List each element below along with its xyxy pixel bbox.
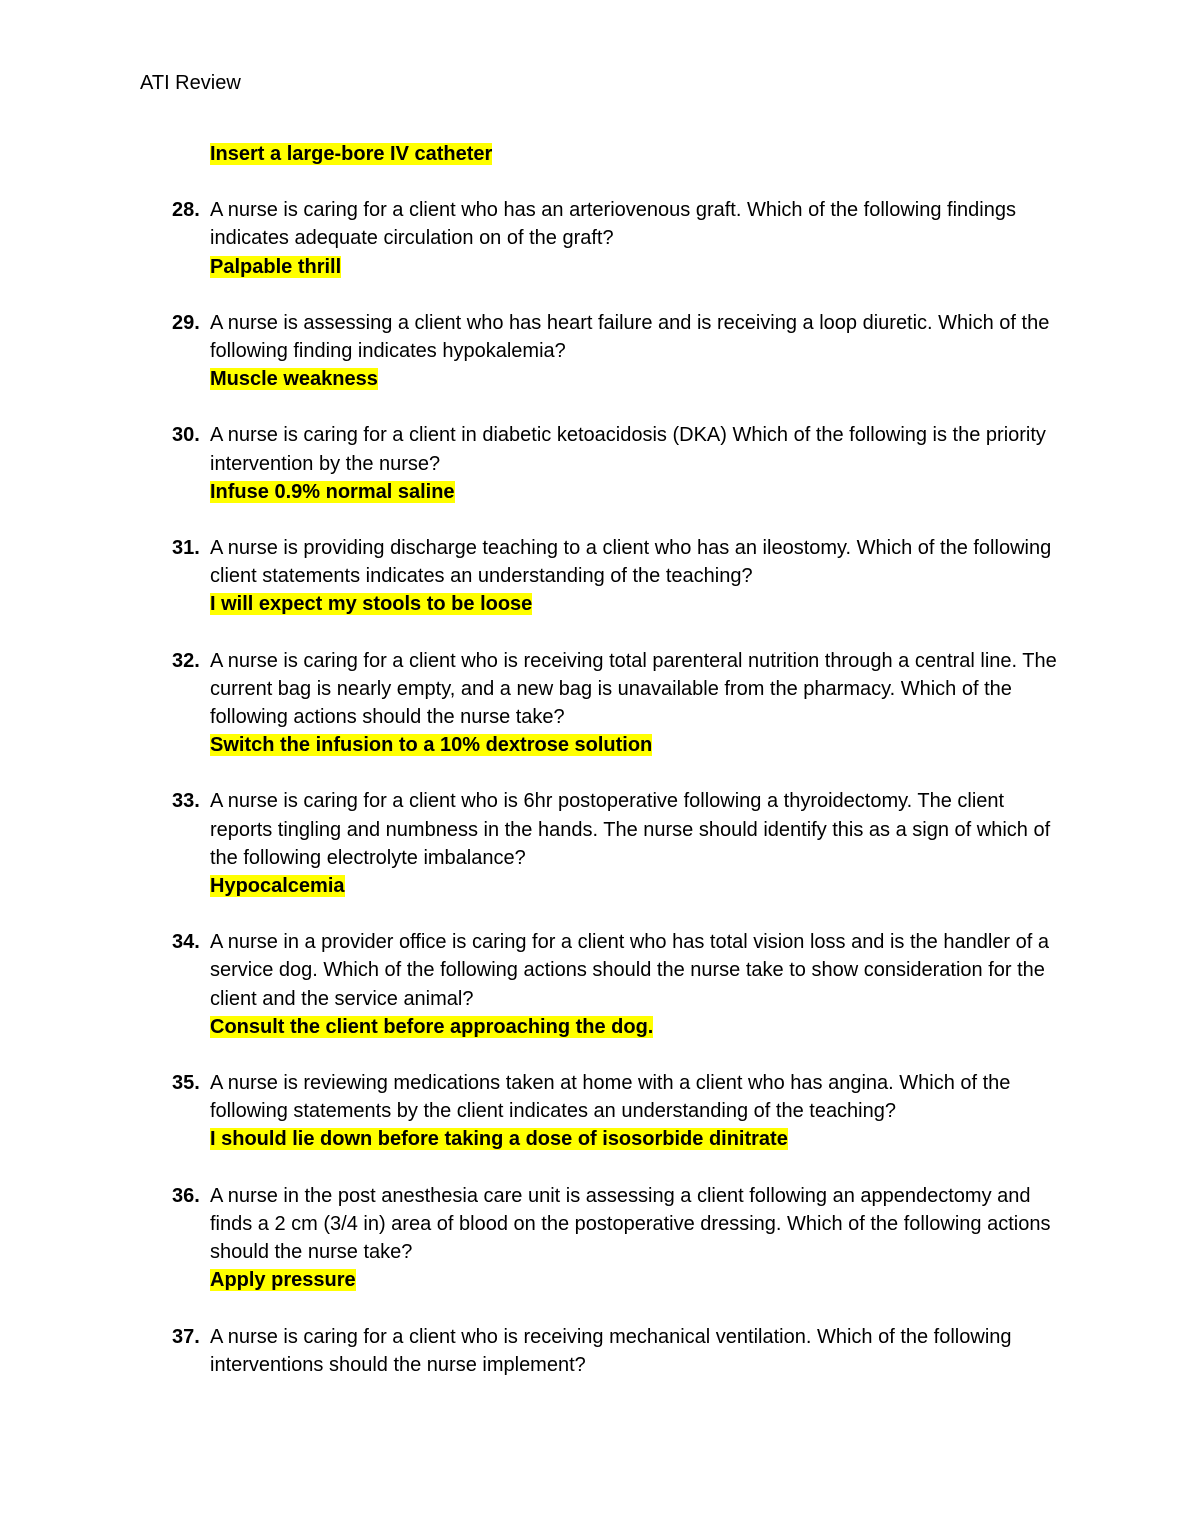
question-item	[172, 787, 1062, 900]
question-number: 33.	[172, 790, 200, 813]
question-text: A nurse is caring for a client who is 6hr postoperative following a thyroidectomy. The client reports tingling and numbness in the hands. The nurse should identify this as a sign of which of the following electrolyte imbalance?	[210, 790, 1051, 869]
question-text: A nurse in the post anesthesia care unit is assessing a client following an appendectomy and finds a 2 cm (3/4 in) area of blood on the postoperative dressing. Which of the following actions should the nurse take?	[210, 1184, 1051, 1264]
question-list	[172, 140, 1062, 1407]
page-header: ATI Review	[140, 72, 241, 94]
question-item	[172, 196, 1062, 281]
question-text: A nurse is caring for a client who is receiving mechanical ventilation. Which of the following interventions should the nurse implement?	[210, 1325, 1012, 1376]
question-text: A nurse is reviewing medications taken at home with a client who has angina. Which of the following statements by the client indicates an understanding of the teaching?	[210, 1072, 1011, 1123]
answer-highlight: Switch the infusion to a 10% dextrose solution	[210, 734, 653, 757]
question-number: 32.	[172, 649, 200, 672]
answer-highlight: I will expect my stools to be loose	[210, 593, 533, 616]
question-number: 35.	[172, 1072, 200, 1095]
answer-highlight: Apply pressure	[210, 1269, 356, 1292]
answer-highlight: Palpable thrill	[210, 255, 342, 278]
question-number: 36.	[172, 1184, 200, 1207]
question-text: A nurse is providing discharge teaching to a client who has an ileostomy. Which of the following client statements indicates an understanding of the teaching?	[210, 537, 1052, 588]
answer-highlight: Muscle weakness	[210, 368, 378, 391]
question-text: A nurse is caring for a client in diabetic ketoacidosis (DKA) Which of the following is the priority intervention by the nurse?	[210, 424, 1046, 475]
carryover-answer	[210, 140, 1062, 168]
answer-highlight: I should lie down before taking a dose of isosorbide dinitrate	[210, 1128, 788, 1151]
answer-highlight: Hypocalcemia	[210, 875, 345, 898]
question-text: A nurse is assessing a client who has heart failure and is receiving a loop diuretic. Which of the following finding indicates hypokalemia?	[210, 311, 1050, 363]
question-item	[172, 534, 1062, 619]
question-text: A nurse is caring for a client who is receiving total parenteral nutrition through a central line. The current bag is nearly empty, and a new bag is unavailable from the pharmacy. Which of the following actions should the nurse take?	[210, 649, 1057, 729]
question-text: A nurse is caring for a client who has an arteriovenous graft. Which of the following findings indicates adequate circulation on of the graft?	[210, 199, 1016, 250]
answer-highlight: Infuse 0.9% normal saline	[210, 480, 455, 503]
question-item	[172, 928, 1062, 1041]
question-item	[172, 309, 1062, 394]
question-number: 37.	[172, 1325, 200, 1348]
question-text: A nurse in a provider office is caring for a client who has total vision loss and is the handler of a service dog. Which of the following actions should the nurse take to show consideration for the client and the service animal?	[210, 931, 1049, 1010]
answer-highlight: Insert a large-bore IV catheter	[210, 143, 493, 165]
question-item	[172, 1182, 1062, 1295]
question-item	[172, 1323, 1062, 1379]
question-number: 28.	[172, 199, 200, 222]
question-number: 29.	[172, 311, 200, 334]
question-item	[172, 1069, 1062, 1154]
question-item	[172, 647, 1062, 760]
question-number: 34.	[172, 931, 200, 954]
question-number: 30.	[172, 424, 200, 447]
question-number: 31.	[172, 537, 200, 560]
answer-highlight: Consult the client before approaching the dog.	[210, 1015, 654, 1038]
question-item	[172, 421, 1062, 506]
